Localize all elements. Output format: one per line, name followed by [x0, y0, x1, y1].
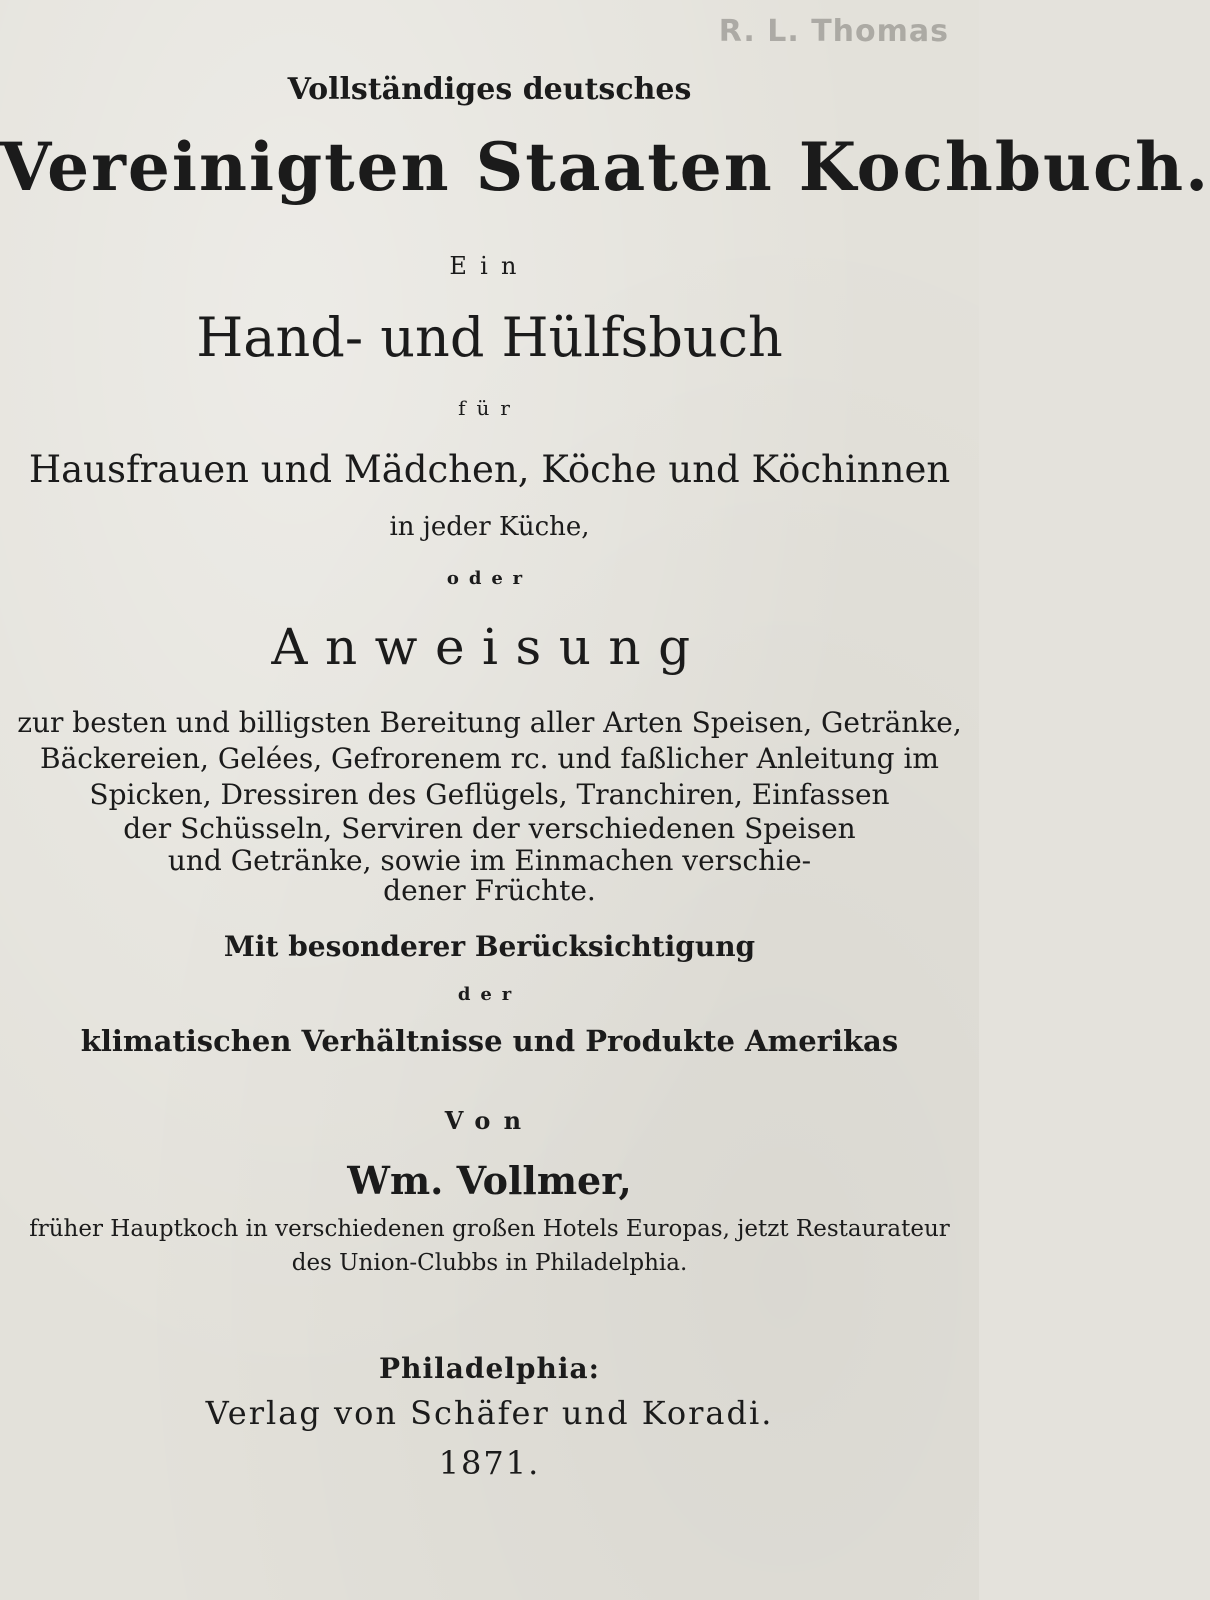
owner-stamp: R. L. Thomas	[718, 14, 949, 49]
imprint-publisher: Verlag von Schäfer und Koradi.	[205, 1394, 774, 1432]
klimatischen-line: klimatischen Verhältnisse und Produkte Amerikas	[80, 1024, 899, 1058]
imprint-city: Philadelphia:	[379, 1352, 600, 1385]
mit-beruecksichtigung-line: Mit besonderer Berücksichtigung	[223, 930, 756, 963]
overline: Vollständiges deutsches	[287, 72, 692, 107]
description-line-2: Bäckereien, Gelées, Gefrorenem rc. und faßlicher Anleitung im	[40, 742, 939, 775]
der-line: der	[457, 984, 522, 1005]
author-name: Wm. Vollmer,	[347, 1158, 632, 1203]
author-description-1: früher Hauptkoch in verschiedenen großen Hotels Europas, jetzt Restaurateur	[29, 1216, 950, 1242]
von-line: Von	[444, 1106, 535, 1135]
imprint-year: 1871.	[438, 1444, 541, 1482]
fuer-line: für	[458, 396, 521, 420]
in-jeder-kueche-line: in jeder Küche,	[389, 512, 590, 542]
description-line-1: zur besten und billigsten Bereitung aller Arten Speisen, Getränke,	[17, 706, 962, 739]
main-title: Vereinigten Staaten Kochbuch.	[0, 128, 1210, 206]
ein-line: Ein	[449, 252, 530, 280]
description-line-6: dener Früchte.	[383, 874, 596, 907]
author-description-2: des Union-Clubbs in Philadelphia.	[291, 1250, 688, 1276]
description-line-5: und Getränke, sowie im Einmachen verschie-	[167, 844, 812, 877]
description-line-3: Spicken, Dressiren des Geflügels, Tranchiren, Einfassen	[89, 778, 890, 811]
audience-line: Hausfrauen und Mädchen, Köche und Köchinnen	[28, 448, 951, 491]
description-line-4: der Schüsseln, Serviren der verschiedenen Speisen	[123, 812, 856, 845]
oder-line: oder	[446, 568, 533, 589]
subtitle: Hand- und Hülfsbuch	[196, 306, 783, 369]
anweisung-line: Anweisung	[271, 618, 708, 676]
